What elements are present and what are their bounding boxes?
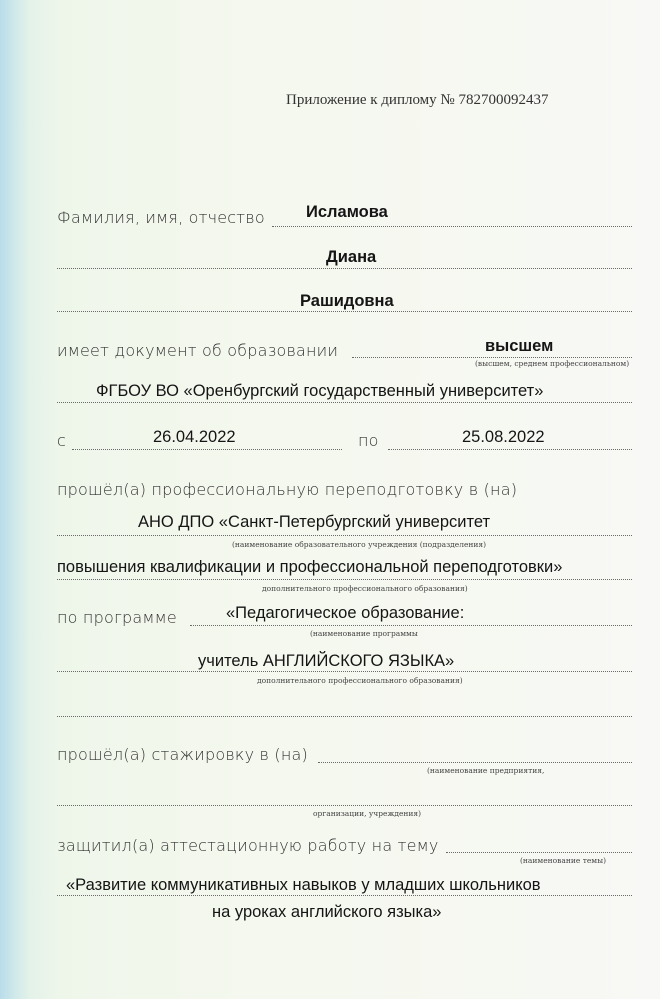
- fio-line-1: [272, 226, 632, 227]
- org-hint-1: (наименование образовательного учреждения (подразделения): [232, 540, 487, 549]
- institution-line: [57, 402, 632, 403]
- edu-level-value: высшем: [485, 337, 554, 355]
- fio-label: Фамилия, имя, отчество: [57, 208, 265, 227]
- org-hint-2: дополнительного профессионального образования): [262, 584, 468, 593]
- org-line-2: [57, 579, 632, 580]
- to-label: по: [358, 431, 379, 450]
- retraining-label: прошёл(а) профессиональную переподготовку в (на): [57, 480, 518, 499]
- fio-line-2: [57, 268, 632, 269]
- date-from-line: [72, 449, 342, 450]
- program-line-1: [190, 625, 632, 626]
- program-hint-1: (наименование программы: [310, 629, 418, 638]
- program-line-2: [57, 671, 632, 672]
- program-line-1-value: «Педагогическое образование:: [226, 604, 465, 622]
- institution-value: ФГБОУ ВО «Оренбургский государственный университет»: [96, 382, 544, 400]
- fio-line-3: [57, 311, 632, 312]
- program-line-3: [57, 716, 632, 717]
- diploma-number: 782700092437: [458, 92, 549, 108]
- program-hint-2: дополнительного профессионального образования): [257, 676, 463, 685]
- thesis-line-2-value: на уроках английского языка»: [212, 903, 442, 921]
- thesis-line-1-value: «Развитие коммуникативных навыков у младших школьников: [66, 876, 541, 894]
- date-to-value: 25.08.2022: [462, 428, 545, 446]
- edu-level-line: [352, 357, 632, 358]
- appendix-title: Приложение к диплому №: [286, 92, 455, 108]
- thesis-line-1: [446, 852, 632, 853]
- org-line-2-value: повышения квалификации и профессиональной переподготовки»: [57, 558, 563, 576]
- internship-label: прошёл(а) стажировку в (на): [57, 745, 308, 764]
- internship-hint-2: организации, учреждения): [313, 809, 422, 818]
- thesis-line-2: [57, 895, 632, 896]
- org-line-1: [57, 535, 632, 536]
- internship-line-1: [318, 762, 632, 763]
- thesis-label: защитил(а) аттестационную работу на тему: [57, 836, 439, 855]
- date-from-value: 26.04.2022: [153, 428, 236, 446]
- from-label: с: [57, 431, 66, 450]
- patronymic-value: Рашидовна: [300, 292, 394, 310]
- org-line-1-value: АНО ДПО «Санкт-Петербургский университет: [138, 513, 491, 531]
- program-label: по программе: [57, 608, 177, 627]
- internship-hint-1: (наименование предприятия,: [427, 766, 545, 775]
- name-value: Диана: [326, 248, 377, 266]
- appendix-title-row: [286, 92, 549, 109]
- internship-line-2: [57, 805, 632, 806]
- thesis-hint: (наименование темы): [520, 856, 607, 865]
- date-to-line: [388, 449, 632, 450]
- edu-level-hint: (высшем, среднем профессиональном): [475, 359, 630, 368]
- program-line-2-value: учитель АНГЛИЙСКОГО ЯЗЫКА»: [198, 652, 455, 670]
- edu-doc-label: имеет документ об образовании: [57, 341, 339, 360]
- surname-value: Исламова: [306, 203, 388, 221]
